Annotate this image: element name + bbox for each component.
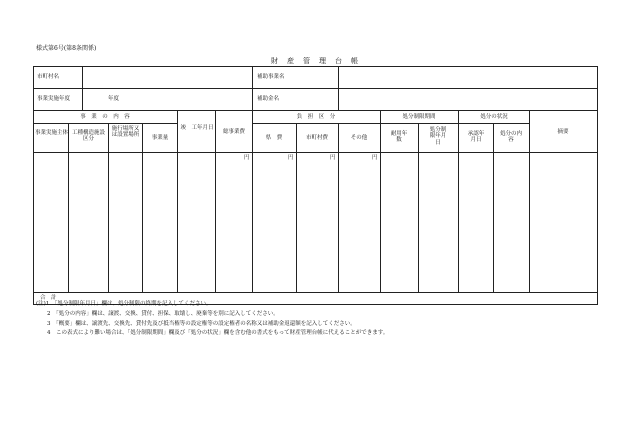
subsidy-project-label: 補助事業名 bbox=[257, 74, 285, 80]
prefecture-cost-header: 県 費 bbox=[265, 135, 283, 141]
disposal-status-header: 処分の状況 bbox=[480, 114, 508, 120]
completion-date-header: 竣 工年月日 bbox=[180, 125, 214, 131]
burden-category-header: 負 担 区 分 bbox=[296, 114, 336, 120]
municipal-cost-header: 市町村費 bbox=[305, 135, 329, 141]
other-cost-unit: 円 bbox=[372, 155, 378, 161]
other-cost-header: その他 bbox=[350, 135, 368, 141]
prefecture-cost-unit: 円 bbox=[288, 155, 294, 161]
total-row-label: 合 計 bbox=[40, 295, 57, 301]
notes bbox=[36, 300, 388, 339]
remarks-header: 摘要 bbox=[557, 129, 569, 135]
disposal-content-header: 処分の内容 bbox=[500, 131, 523, 144]
note-1: (注)1 「処分制限年月日」欄は、処分制限の終期を記入してください。 bbox=[36, 301, 212, 307]
municipality-label: 市町村名 bbox=[37, 74, 60, 80]
fiscal-year-suffix: 年度 bbox=[108, 96, 120, 102]
useful-years-header: 耐用年数 bbox=[390, 131, 408, 144]
approval-date-header: 承認年月日 bbox=[467, 131, 485, 144]
document-title: 財 産 管 理 台 帳 bbox=[271, 57, 359, 65]
construction-type-header: 工種構造施設区分 bbox=[71, 130, 105, 143]
total-cost-unit: 円 bbox=[244, 155, 250, 161]
total-cost-header: 総事業費 bbox=[222, 129, 246, 135]
project-contents-header: 事 業 の 内 容 bbox=[80, 114, 130, 120]
note-2: 2 「処分の内容」欄は、譲渡、交換、貸付、担保、取壊し、廃棄等を別に記入してください。 bbox=[47, 310, 279, 317]
location-header: 施行場所又は設置場所 bbox=[111, 126, 140, 139]
note-4: 4 この表式により難い場合は、「処分制限期間」欄及び「処分の状況」欄を含む他の書式をもって財産管理台帳に代えることができます。 bbox=[47, 330, 389, 337]
subsidy-amount-label: 補助金名 bbox=[257, 96, 280, 102]
municipal-cost-unit: 円 bbox=[330, 155, 336, 161]
quantity-header: 事業量 bbox=[151, 135, 169, 141]
note-3: 3 「概要」欄は、譲渡先、交換先、貸付先及び抵当権等の設定権等の設定権者の名称又は補助金返還額を記入してください。 bbox=[47, 320, 356, 327]
form-number: 様式第6号(第8条関係) bbox=[36, 45, 97, 52]
implementing-entity-header: 事業実施主体 bbox=[35, 130, 69, 136]
fiscal-year-label: 事業実施年度 bbox=[37, 96, 71, 102]
restriction-date-header: 処分制限年月日 bbox=[429, 127, 447, 146]
restriction-period-header: 処分制限期間 bbox=[402, 114, 436, 120]
